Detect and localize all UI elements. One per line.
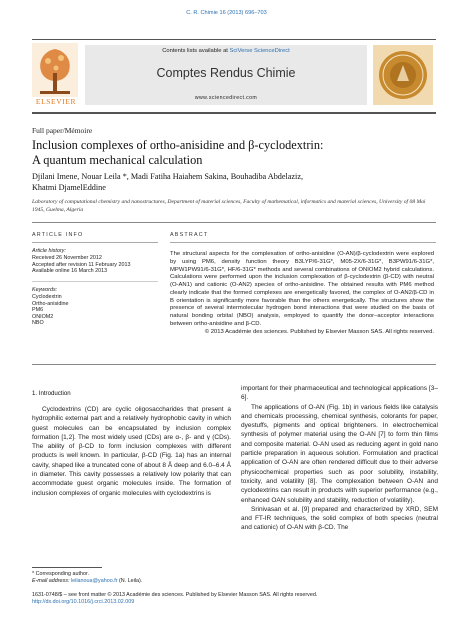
contents-line <box>85 48 367 54</box>
introduction-paragraph-2: important for their pharmaceutical and technological applications [3–6]. <box>241 385 438 402</box>
author-email-link[interactable]: leilanoua@yahoo.fr <box>70 578 118 584</box>
keywords-label: Keywords: <box>32 287 58 293</box>
keyword-list: Cyclodextrin Ortho-anisidine PM6 ONIOM2 NBO <box>32 294 69 327</box>
author-affiliation: Laboratory of computational chemistry and nanostructures, Department of material sciences, Faculty of mathematical, informatics and material sciences, University of 08 Mai 1945, Guelma, Algeria <box>32 199 426 213</box>
abstract-body: The structural aspects for the complexation of ortho-anisidine (O-AN)/β-cyclodextrin were explored by using PM6, density function theory B3LYP/6-31G*, M05-2X/6-31G*, B3PW91/6-31G*, MPW1PW91/6-31G*, HF/6-31G* methods and several combinations of ONIOM2 hybrid calculations. Calculations were performed upon the inclusion complexation of β-cyclodextrin (β-CD) with neutral (O-AN1) and cationic (O-AN2) species of ortho-anisidine. The obtained results with PM6 method clearly indicate that the formed complexes are energetically favored, the complex of O-AN2/β-CD in B orientation is significantly more favorable than the others energetically. The structures show the presence of several intermolecular hydrogen bond interactions that were studied on the basis of natural bonding orbital (NBO) analysis, employed to quantify the donor–acceptor interactions between ortho-anisidine and β-CD. <box>170 251 434 327</box>
footnote-marker: * <box>32 571 35 577</box>
journal-url[interactable]: www.sciencedirect.com <box>194 95 258 101</box>
abstract-copyright: © 2013 Académie des sciences. Published by Elsevier Masson SAS. All rights reserved. <box>204 328 434 335</box>
abstract-rule <box>170 242 436 243</box>
footnote-rule <box>32 567 102 568</box>
abstract-end-rule <box>32 364 436 365</box>
publisher-wordmark: ELSEVIER <box>35 97 77 106</box>
history-rule <box>32 281 158 282</box>
history-label: Article history: <box>32 248 66 254</box>
header-top-rule <box>32 39 436 40</box>
abstract-heading: ABSTRACT <box>170 232 209 238</box>
page-footer <box>32 592 436 606</box>
introduction-left-column <box>32 405 231 498</box>
sciencedirect-link[interactable]: SciVerse ScienceDirect <box>229 48 290 54</box>
introduction-paragraph-4: Srinivasan et al. [9] prepared and characterized by XRD, SEM and FT-IR techniques, the solid complex of both species (neutral and cationic) of O-AN with β-CD. The <box>241 505 438 532</box>
article-info-rule <box>32 242 158 243</box>
email-label: E-mail address: <box>32 578 70 584</box>
introduction-paragraph-3: The applications of O-AN (Fig. 1b) in various fields like catalysis and chemicals processing, chemical synthesis, colorants for paper, dyestuffs, pigments and optical brighteners. In electrochemical synthesis of polymer material using the O-AN [7] to form thin films and composite material. O-AN used as reducing agent in gold nano particle preparation in aqueous solution. Formulation and practical application of O-AN are often rendered difficult due to their adverse physicochemical properties such as poor solubility, instability, toxicity, and volatility [8]. The complexation between O-AN and cyclodextrins can result in products with superior performance (e.g., enhanced OAN solubility and stability, reduction of volatility). <box>241 403 438 504</box>
affiliation-rule <box>32 222 436 223</box>
article-history: Received 26 November 2012 Accepted after revision 11 February 2013 Available online 16 March 2013 <box>32 255 131 275</box>
footnote-label: Corresponding author. <box>35 571 89 577</box>
abstract-text <box>170 251 434 336</box>
article-info-heading: ARTICLE INFO <box>32 232 84 238</box>
introduction-right-column <box>241 384 438 533</box>
doi-link[interactable]: http://dx.doi.org/10.1016/j.crci.2013.02.009 <box>32 599 135 605</box>
introduction-heading: 1. Introduction <box>32 390 71 397</box>
article-type: Full paper/Mémoire <box>32 126 93 135</box>
issn-line: 1631-0748/$ – see front matter © 2013 Académie des sciences. Published by Elsevier Masson SAS. All rights reserved. <box>32 592 318 598</box>
article-title: Inclusion complexes of ortho-anisidine and β-cyclodextrin: A quantum mechanical calculation <box>32 138 324 167</box>
journal-title: Comptes Rendus Chimie <box>156 66 296 80</box>
email-suffix: (N. Leila). <box>118 578 143 584</box>
author-list: Djilani Imene, Nouar Leila *, Madi Fatiha Haiahem Sakina, Bouhadiba Abdelaziz, Khatmi DjamelEddine <box>32 172 304 192</box>
introduction-paragraph-1: Cyclodextrins (CD) are cyclic oligosaccharides that present a hydrophilic external part and a relatively hydrophobic cavity in which guest molecules can be encapsulated by inclusion complex formation [1,2]. The most widely used (CDs) are α-, β- and γ (CDs). The ability of β-CD to form inclusion complexes with different products is well known. In particular, β-CD (Fig. 1a) has an internal cavity, shaped like a truncated cone of about 8 Å deep and 6.0–6.4 Å in diameter. This cavity possesses a relatively low polarity that can accommodate guest organic molecules inside. The formation of inclusion complexes of organic molecules with cyclodextrins is <box>32 406 231 497</box>
header-bottom-rule <box>32 112 436 114</box>
journal-citation: C. R. Chimie 16 (2013) 696–703 <box>186 10 267 16</box>
contents-prefix: Contents lists available at <box>162 48 228 54</box>
academie-seal-emblem <box>373 45 433 105</box>
corresponding-author-footnote <box>32 571 231 585</box>
elsevier-tree-logo <box>32 43 78 97</box>
